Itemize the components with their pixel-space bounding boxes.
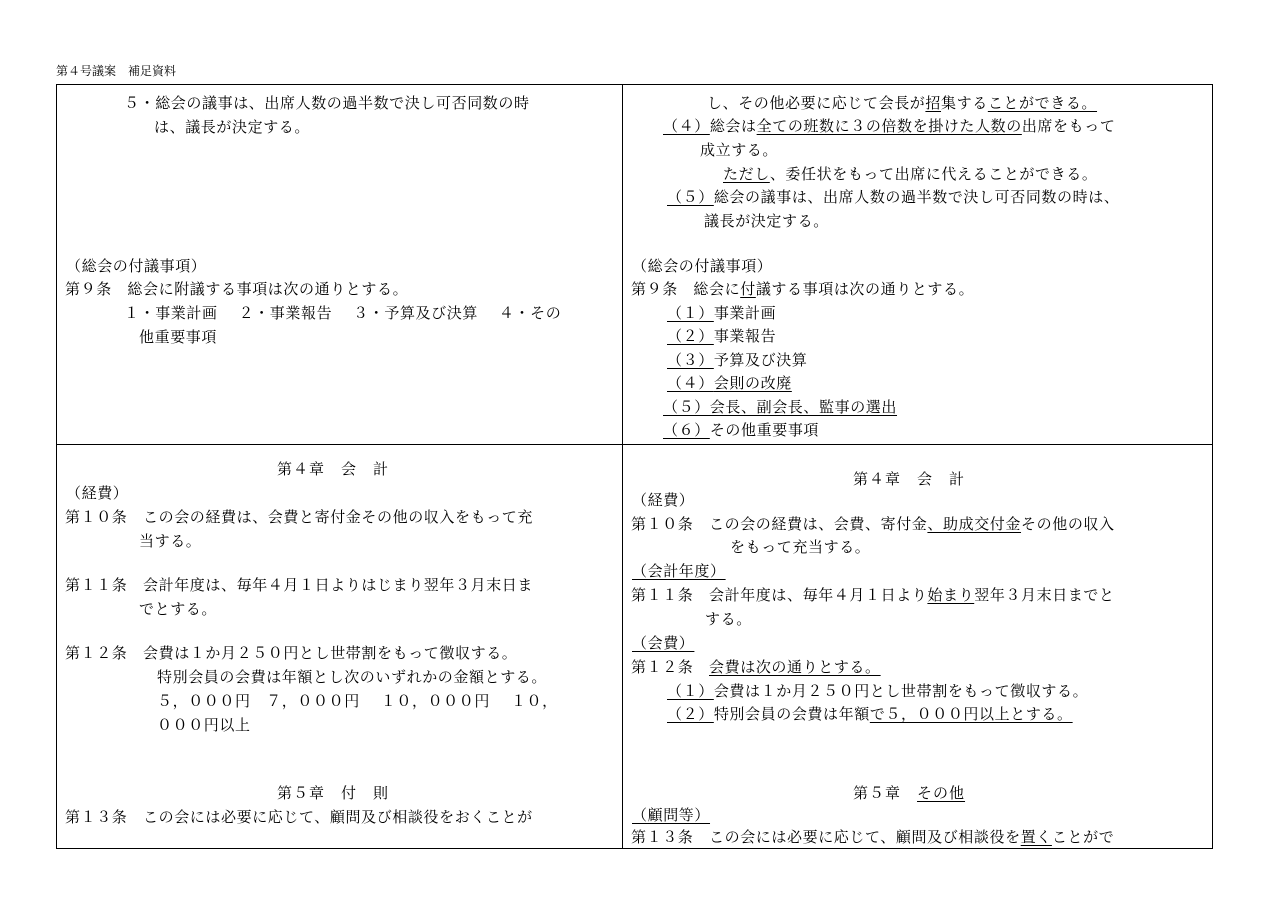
section-heading: （会費） bbox=[632, 634, 695, 652]
paragraph-line: は、議長が決定する。 bbox=[154, 118, 311, 136]
article-10: 第１０条 この会の経費は、会費、寄付金、助成交付金その他の収入 bbox=[631, 515, 1115, 533]
section-heading: （経費） bbox=[632, 491, 695, 509]
section-heading: （会計年度） bbox=[632, 562, 726, 580]
article-11: 第１１条 会計年度は、毎年４月１日より始まり翌年３月末日までと bbox=[631, 586, 1115, 604]
paragraph-line: 他重要事項 bbox=[139, 328, 218, 346]
paragraph-line: ただし、委任状をもって出席に代えることができる。 bbox=[723, 165, 1098, 183]
paragraph-line: 議長が決定する。 bbox=[704, 212, 829, 230]
list-item: （３）予算及び決算 bbox=[667, 351, 808, 369]
chapter-heading: 第４章 会 計 bbox=[853, 470, 966, 488]
article-12: 第１２条 会費は１か月２５０円とし世帯割をもって徴収する。 bbox=[65, 644, 518, 662]
article-13: 第１３条 この会には必要に応じて、顧問及び相談役をおくことが bbox=[65, 808, 533, 826]
current-rules-accounting bbox=[57, 445, 622, 848]
article-9: 第９条 総会に付議する事項は次の通りとする。 bbox=[631, 280, 975, 298]
paragraph-line: ５，０００円 ７，０００円 １０，０００円 １０， bbox=[157, 692, 558, 710]
list-item: （２）事業報告 bbox=[667, 327, 777, 345]
list-item: （６）その他重要事項 bbox=[663, 421, 820, 439]
paragraph-line: （５）総会の議事は、出席人数の過半数で決し可否同数の時は、 bbox=[667, 188, 1120, 206]
article-11: 第１１条 会計年度は、毎年４月１日よりはじまり翌年３月末日ま bbox=[65, 576, 534, 594]
paragraph-line: し、その他必要に応じて会長が招集することができる。 bbox=[707, 94, 1098, 112]
paragraph-line: ０００円以上 bbox=[157, 716, 251, 734]
paragraph-line: 成立する。 bbox=[700, 141, 779, 159]
list-item: （２）特別会員の会費は年額で５，０００円以上とする。 bbox=[667, 705, 1073, 723]
paragraph-line: 特別会員の会費は年額とし次のいずれかの金額とする。 bbox=[157, 668, 548, 686]
section-heading: （顧問等） bbox=[632, 806, 711, 824]
section-heading: （総会の付議事項） bbox=[66, 257, 207, 275]
paragraph-line: でとする。 bbox=[139, 600, 218, 618]
paragraph-line: 当する。 bbox=[139, 532, 202, 550]
chapter-heading: 第５章 付 則 bbox=[277, 784, 390, 802]
paragraph-line: １・事業計画 ２・事業報告 ３・予算及び決算 ４・その bbox=[124, 304, 562, 322]
article-12: 第１２条 会費は次の通りとする。 bbox=[631, 658, 881, 676]
paragraph-line: （４）総会は全ての班数に３の倍数を掛けた人数の出席をもって bbox=[663, 117, 1116, 135]
paragraph-line: する。 bbox=[705, 610, 752, 628]
article-9: 第９条 総会に附議する事項は次の通りとする。 bbox=[65, 280, 409, 298]
revised-rules-general-meeting bbox=[623, 85, 1212, 444]
list-item: （１）事業計画 bbox=[667, 304, 777, 322]
paragraph-line: をもって充当する。 bbox=[730, 538, 871, 556]
list-item: （１）会費は１か月２５０円とし世帯割をもって徴収する。 bbox=[667, 682, 1089, 700]
paragraph-line: ５・総会の議事は、出席人数の過半数で決し可否同数の時 bbox=[124, 94, 530, 112]
document-header: 第４号議案 補足資料 bbox=[56, 64, 177, 78]
section-heading: （総会の付議事項） bbox=[632, 257, 773, 275]
current-rules-general-meeting bbox=[57, 85, 622, 444]
article-13: 第１３条 この会には必要に応じて、顧問及び相談役を置くことがで bbox=[631, 828, 1115, 846]
list-item: （５）会長、副会長、監事の選出 bbox=[663, 398, 898, 416]
list-item: （４）会則の改廃 bbox=[667, 374, 792, 392]
chapter-heading: 第５章 その他 bbox=[853, 784, 966, 802]
comparison-table bbox=[56, 84, 1213, 849]
section-heading: （経費） bbox=[66, 484, 129, 502]
chapter-heading: 第４章 会 計 bbox=[277, 460, 390, 478]
article-10: 第１０条 この会の経費は、会費と寄付金その他の収入をもって充 bbox=[65, 508, 534, 526]
revised-rules-accounting bbox=[623, 445, 1212, 848]
